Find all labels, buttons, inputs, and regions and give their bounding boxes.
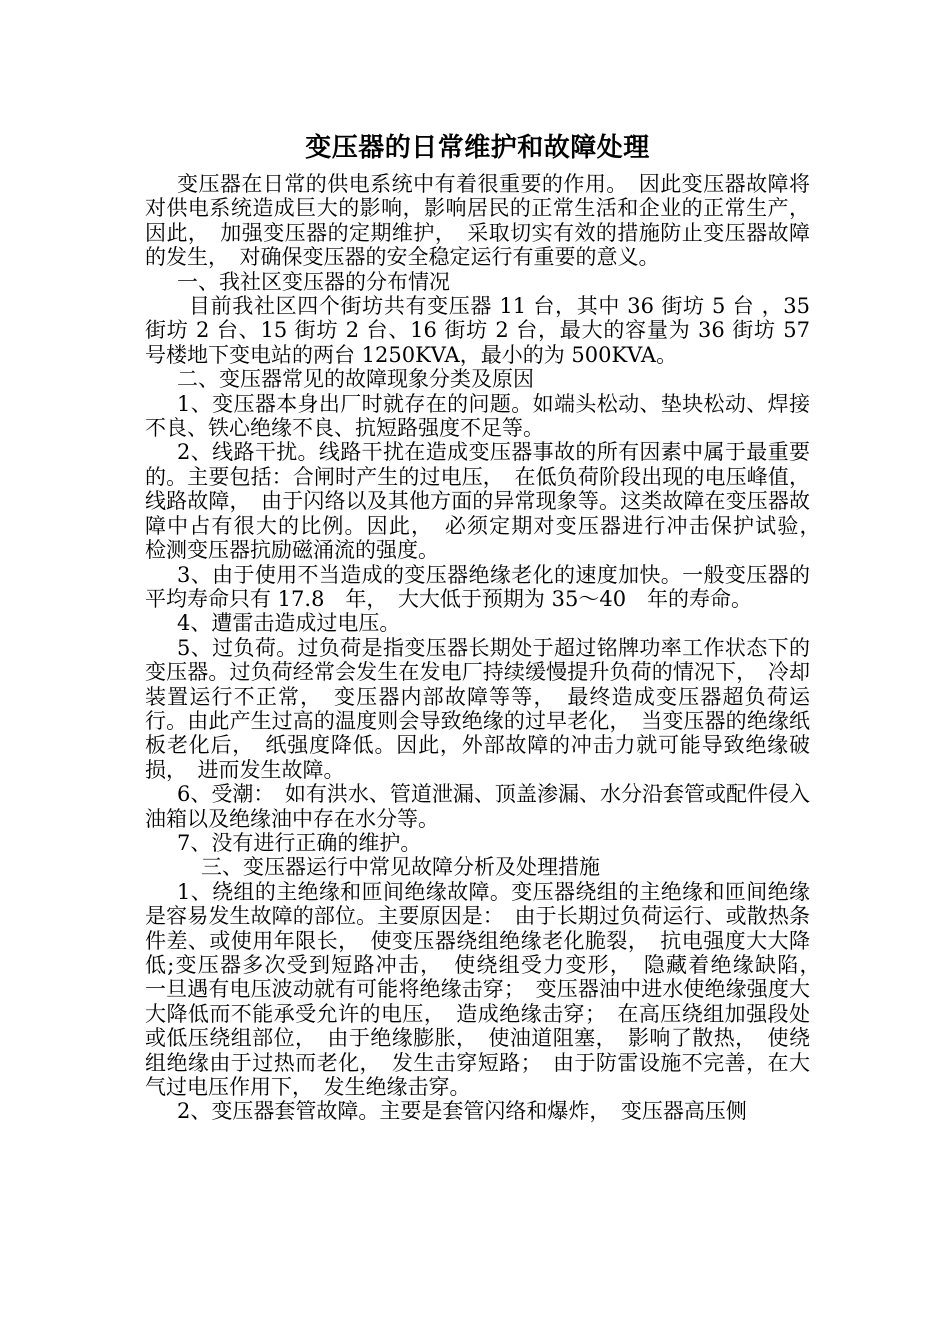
- intro-paragraph: 变压器在日常的供电系统中有着很重要的作用。 因此变压器故障将对供电系统造成巨大的影响，影响居民的正常生活和企业的正常生产，因此， 加强变压器的定期维护， 采取切实有效的措施防止变压器故障的发生， 对确保变压器的安全稳定运行有重要的意义。: [145, 172, 810, 270]
- section-heading-3: 三、变压器运行中常见故障分析及处理措施: [201, 855, 600, 880]
- paragraph-fault-2: 2、变压器套管故障。主要是套管闪络和爆炸， 变压器高压侧: [177, 1099, 747, 1124]
- paragraph-cause-5: 5、过负荷。过负荷是指变压器长期处于超过铭牌功率工作状态下的变压器。过负荷经常会发生在发电厂持续缓慢提升负荷的情况下， 冷却装置运行不正常， 变压器内部故障等等， 最终造成变压器超负荷运行。由此产生过高的温度则会导致绝缘的过早老化， 当变压器的绝缘纸板老化后， 纸强度降低。因此，外部故障的冲击力就可能导致绝缘破损， 进而发生故障。: [145, 635, 810, 782]
- paragraph-cause-2: 2、线路干扰。线路干扰在造成变压器事故的所有因素中属于最重要的。主要包括：合闸时产生的过电压， 在低负荷阶段出现的电压峰值，线路故障， 由于闪络以及其他方面的异常现象等。这类故障在变压器故障中占有很大的比例。因此， 必须定期对变压器进行冲击保护试验， 检测变压器抗励磁涌流的强度。: [145, 440, 831, 563]
- paragraph-fault-1: 1、绕组的主绝缘和匝间绝缘故障。变压器绕组的主绝缘和匝间绝缘是容易发生故障的部位。主要原因是： 由于长期过负荷运行、或散热条件差、或使用年限长， 使变压器绕组绝缘老化脆裂， 抗电强度大大降低;变压器多次受到短路冲击， 使绕组受力变形， 隐藏着绝缘缺陷， 一旦遇有电压波动就有可能将绝缘击穿； 变压器油中进水使绝缘强度大大降低而不能承受允许的电压， 造成绝缘击穿； 在高压绕组加强段处或低压绕组部位， 由于绝缘膨胀， 使油道阻塞， 影响了散热， 使绕组绝缘由于过热而老化， 发生击穿短路； 由于防雷设施不完善，在大气过电压作用下， 发生绝缘击穿。: [145, 879, 831, 1100]
- paragraph-distribution: 目前我社区四个街坊共有变压器 11 台，其中 36 街坊 5 台 ，35 街坊 2 台、15 街坊 2 台、16 街坊 2 台，最大的容量为 36 街坊 57 号楼地下变电站的两台 1250KVA，最小的为 500KVA。: [145, 294, 810, 367]
- paragraph-cause-3: 3、由于使用不当造成的变压器绝缘老化的速度加快。一般变压器的平均寿命只有 17.8 年， 大大低于预期为 35～40 年的寿命。: [145, 562, 810, 611]
- section-heading-2: 二、变压器常见的故障现象分类及原因: [177, 367, 534, 392]
- section-heading-1: 一、我社区变压器的分布情况: [177, 269, 450, 294]
- document-page: [145, 128, 831, 1124]
- paragraph-cause-1: 1、变压器本身出厂时就存在的问题。如端头松动、垫块松动、焊接不良、铁心绝缘不良、抗短路强度不足等。: [145, 391, 810, 441]
- document-title: 变压器的日常维护和故障处理: [305, 133, 650, 163]
- paragraph-cause-6: 6、受潮： 如有洪水、管道泄漏、顶盖渗漏、水分沿套管或配件侵入油箱以及绝缘油中存在水分等。: [145, 782, 810, 831]
- paragraph-cause-7: 7、没有进行正确的维护。: [177, 830, 422, 855]
- paragraph-cause-4: 4、遭雷击造成过电压。: [177, 611, 401, 636]
